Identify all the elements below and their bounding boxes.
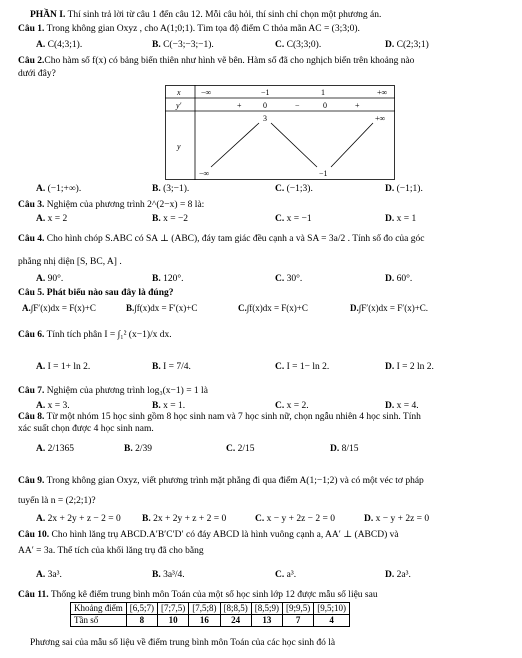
q5-text: Phát biểu nào sau đây là đúng? bbox=[44, 288, 174, 298]
vt-yprime-label: y′ bbox=[176, 101, 182, 110]
variation-table bbox=[165, 85, 395, 180]
q5-option-a[interactable]: A.∫F′(x)dx = F(x)+C bbox=[22, 303, 96, 313]
q3-text: Nghiệm của phương trình 2^(2−x) = 8 là: bbox=[44, 200, 205, 210]
q2-option-b[interactable]: B. (3;−1). bbox=[152, 184, 190, 194]
q4-option-a[interactable]: A. 90°. bbox=[36, 274, 64, 284]
q1-option-d[interactable]: D. C(2;3;1) bbox=[385, 40, 429, 50]
vt-arrow-up-1 bbox=[211, 123, 259, 167]
vt-arrow-up-2 bbox=[331, 123, 373, 167]
interval-cell: [9,5;10) bbox=[314, 603, 350, 615]
q3-option-d[interactable]: D. x = 1 bbox=[385, 214, 417, 224]
q1-label: Câu 1. bbox=[18, 24, 45, 34]
q9-stem-2: tuyến là n = (2;2;1)? bbox=[18, 496, 96, 506]
q3-stem bbox=[18, 200, 204, 211]
q6-option-b[interactable]: B. I = 7/4. bbox=[152, 362, 191, 372]
vt-x-label: x bbox=[177, 88, 181, 97]
q9-option-d[interactable]: D. x − y + 2z = 0 bbox=[364, 514, 430, 524]
vt-arrow-down bbox=[271, 123, 317, 167]
vt-sign-3: − bbox=[295, 101, 300, 110]
q2-stem bbox=[18, 56, 414, 67]
q11-stem-3: Phương sai của mẫu số liệu về điểm trung bình môn Toán của các học sinh đó là bbox=[30, 638, 336, 648]
q4-option-d[interactable]: D. 60°. bbox=[385, 274, 413, 284]
q1-option-a[interactable]: A. C(4;3;1). bbox=[36, 40, 83, 50]
q4-option-c[interactable]: C. 30°. bbox=[275, 274, 303, 284]
vt-sign-5: + bbox=[355, 101, 360, 110]
q10-option-a[interactable]: A. 3a³. bbox=[36, 570, 62, 580]
q7-stem bbox=[18, 386, 208, 397]
interval-cell: [8;8,5) bbox=[220, 603, 251, 615]
interval-cell: [7,5;8) bbox=[189, 603, 220, 615]
q8-option-b[interactable]: B. 2/39 bbox=[124, 444, 152, 454]
q1-stem bbox=[18, 24, 360, 35]
vt-sign-2: 0 bbox=[263, 101, 267, 110]
q2-stem-2: dưới đây? bbox=[18, 69, 56, 79]
q7-option-a[interactable]: A. x = 3. bbox=[36, 401, 70, 411]
vt-x-val-4: +∞ bbox=[377, 88, 388, 97]
q8-option-c[interactable]: C. 2/15 bbox=[226, 444, 255, 454]
q4-stem-2: phẳng nhị diện [S, BC, A] . bbox=[18, 257, 122, 267]
q10-label: Câu 10. bbox=[18, 530, 50, 540]
q4-label: Câu 4. bbox=[18, 234, 45, 244]
freq-cell: 4 bbox=[314, 615, 350, 627]
frequency-table-grid bbox=[70, 602, 350, 627]
q8-option-a[interactable]: A. 2/1365 bbox=[36, 444, 75, 454]
q9-stem bbox=[18, 476, 424, 487]
vt-y-val-plusinf: +∞ bbox=[375, 114, 386, 123]
q4-text: Cho hình chóp S.ABC có SA ⊥ (ABC), đáy tam giác đều cạnh a và SA = 3a/2 . Tính số đo của góc bbox=[44, 234, 425, 244]
q7-option-d[interactable]: D. x = 4. bbox=[385, 401, 419, 411]
vt-y-val-minusinf: −∞ bbox=[199, 169, 210, 178]
q10-option-d[interactable]: D. 2a³. bbox=[385, 570, 411, 580]
freq-cell: 8 bbox=[126, 615, 157, 627]
q5-option-c[interactable]: C.∫f(x)dx = F(x)+C bbox=[238, 303, 308, 313]
q10-stem-2: AA′ = 3a. Thể tích của khối lăng trụ đã cho bằng bbox=[18, 546, 204, 556]
interval-cell: [6,5;7) bbox=[126, 603, 157, 615]
freq-cell: 10 bbox=[158, 615, 189, 627]
q9-text: Trong không gian Oxyz, viết phương trình mặt phẳng đi qua điểm A(1;−1;2) và có một véc tơ pháp bbox=[44, 476, 424, 486]
row1-header: Khoảng điểm bbox=[71, 603, 127, 615]
q6-option-d[interactable]: D. I = 2 ln 2. bbox=[385, 362, 434, 372]
q2-label: Câu 2. bbox=[18, 56, 45, 66]
table-row bbox=[71, 615, 350, 627]
freq-cell: 16 bbox=[189, 615, 220, 627]
freq-cell: 13 bbox=[251, 615, 282, 627]
vt-x-val-3: 1 bbox=[321, 88, 325, 97]
q9-option-c[interactable]: C. x − y + 2z − 2 = 0 bbox=[255, 514, 336, 524]
interval-cell: [7;7,5) bbox=[158, 603, 189, 615]
q5-option-b[interactable]: B.∫f(x)dx = F′(x)+C bbox=[126, 303, 198, 313]
q10-option-b[interactable]: B. 3a³/4. bbox=[152, 570, 185, 580]
q6-text: Tính tích phân I = ∫₁² (x−1)/x dx. bbox=[44, 330, 172, 340]
frequency-table bbox=[70, 602, 350, 627]
q7-label: Câu 7. bbox=[18, 386, 45, 396]
q5-stem bbox=[18, 288, 174, 299]
q6-option-c[interactable]: C. I = 1− ln 2. bbox=[275, 362, 330, 372]
vt-y-val-min: −1 bbox=[319, 169, 328, 178]
q6-option-a[interactable]: A. I = 1+ ln 2. bbox=[36, 362, 91, 372]
row2-header: Tần số bbox=[71, 615, 127, 627]
q8-option-d[interactable]: D. 8/15 bbox=[330, 444, 359, 454]
freq-cell: 7 bbox=[283, 615, 314, 627]
vt-sign-4: 0 bbox=[323, 101, 327, 110]
q5-label: Câu 5. bbox=[18, 288, 45, 298]
q11-label: Câu 11. bbox=[18, 590, 49, 600]
q1-option-c[interactable]: C. C(3;3;0). bbox=[275, 40, 322, 50]
q7-option-b[interactable]: B. x = 1. bbox=[152, 401, 186, 411]
vt-x-val-2: −1 bbox=[261, 88, 270, 97]
q2-option-a[interactable]: A. (−1;+∞). bbox=[36, 184, 82, 194]
q5-option-d[interactable]: D.∫F′(x)dx = F′(x)+C. bbox=[350, 303, 429, 313]
q3-option-b[interactable]: B. x = −2 bbox=[152, 214, 189, 224]
interval-cell: [8,5;9) bbox=[251, 603, 282, 615]
q6-label: Câu 6. bbox=[18, 330, 45, 340]
q10-option-c[interactable]: C. a³. bbox=[275, 570, 297, 580]
q3-option-a[interactable]: A. x = 2 bbox=[36, 214, 68, 224]
part-label: PHẦN I. bbox=[30, 10, 66, 20]
q9-option-a[interactable]: A. 2x + 2y + z − 2 = 0 bbox=[36, 514, 121, 524]
q9-label: Câu 9. bbox=[18, 476, 45, 486]
q7-option-c[interactable]: C. x = 2. bbox=[275, 401, 309, 411]
variation-table-svg bbox=[165, 85, 395, 180]
q1-option-b[interactable]: B. C(−3;−3;−1). bbox=[152, 40, 214, 50]
part-heading bbox=[30, 10, 381, 21]
q10-text: Cho hình lăng trụ ABCD.A′B′C′D′ có đáy ABCD là hình vuông cạnh a, AA′ ⊥ (ABCD) và bbox=[49, 530, 399, 540]
q2-option-d[interactable]: D. (−1;1). bbox=[385, 184, 423, 194]
q4-option-b[interactable]: B. 120°. bbox=[152, 274, 184, 284]
q8-stem bbox=[18, 412, 421, 423]
q4-stem bbox=[18, 234, 425, 245]
table-row bbox=[71, 603, 350, 615]
q2-text: Cho hàm số f(x) có bảng biến thiên như hình vẽ bên. Hàm số đã cho nghịch biến trên khoảng nào bbox=[44, 56, 415, 66]
q3-label: Câu 3. bbox=[18, 200, 45, 210]
vt-y-label: y bbox=[177, 142, 181, 151]
part-text: Thí sinh trả lời từ câu 1 đến câu 12. Mỗi câu hỏi, thí sinh chỉ chọn một phương án. bbox=[65, 10, 382, 20]
q11-stem bbox=[18, 590, 378, 601]
q8-text: Từ một nhóm 15 học sinh gồm 8 học sinh nam và 7 học sinh nữ, chọn ngẫu nhiên 4 học sinh. Tính bbox=[44, 412, 421, 422]
q6-stem bbox=[18, 330, 172, 341]
q8-label: Câu 8. bbox=[18, 412, 45, 422]
q10-stem bbox=[18, 530, 399, 541]
vt-y-val-max: 3 bbox=[263, 114, 267, 123]
q9-option-b[interactable]: B. 2x + 2y + z + 2 = 0 bbox=[142, 514, 227, 524]
freq-cell: 24 bbox=[220, 615, 251, 627]
q1-text: Trong không gian Oxyz , cho A(1;0;1). Tìm tọa độ điểm C thỏa mãn AC = (3;3;0). bbox=[44, 24, 360, 34]
vt-x-val-1: −∞ bbox=[201, 88, 212, 97]
interval-cell: [9;9,5) bbox=[283, 603, 314, 615]
q11-text: Thống kê điểm trung bình môn Toán của một số học sinh lớp 12 được mẫu số liệu sau bbox=[48, 590, 378, 600]
q7-text: Nghiệm của phương trình log₃(x−1) = 1 là bbox=[44, 386, 208, 396]
q2-option-c[interactable]: C. (−1;3). bbox=[275, 184, 313, 194]
vt-sign-1: + bbox=[237, 101, 242, 110]
q3-option-c[interactable]: C. x = −1 bbox=[275, 214, 312, 224]
q8-stem-2: xác suất chọn được 4 học sinh nam. bbox=[18, 424, 154, 434]
